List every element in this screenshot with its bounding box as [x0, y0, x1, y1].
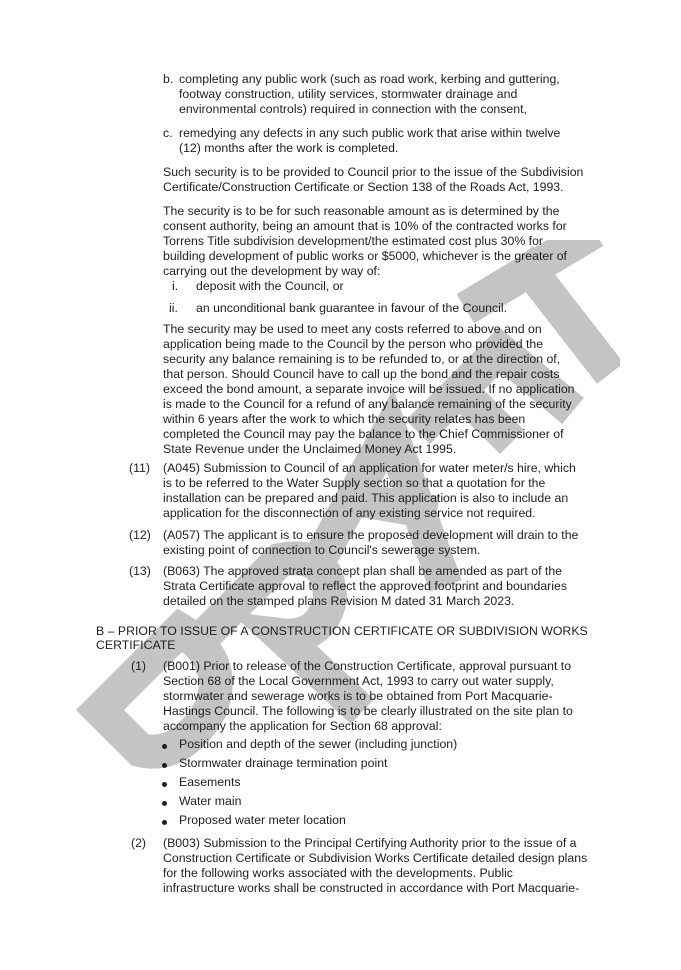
security-issue-line-1: Such security is to be provided to Council prior to the issue of the Subdivision — [163, 165, 584, 179]
b-cond-2-line-4: infrastructure works shall be constructed in accordance with Port Macquarie- — [163, 881, 580, 895]
b-cond-1-line-1: (B001) Prior to release of the Construction Certificate, approval pursuant to — [163, 659, 572, 673]
security-use-line-1: The security may be used to meet any costs referred to above and on — [163, 322, 542, 336]
b-line-3: environmental controls) required in connection with the consent, — [179, 102, 527, 116]
security-use-line-7: within 6 years after the work to which the security relates has been — [163, 412, 526, 426]
section-heading-line-1: B – PRIOR TO ISSUE OF A CONSTRUCTION CERTIFICATE OR SUBDIVISION WORKS — [96, 624, 588, 638]
bullet-text-4: Water main — [179, 794, 242, 808]
security-use-line-4: that person. Should Council have to call up the bond and the repair costs — [163, 367, 560, 381]
roman-label-ii: ii. — [169, 301, 178, 315]
b-cond-1-line-2: Section 68 of the Local Government Act, 1993 to carry out water supply, — [163, 674, 554, 688]
b-condition-number-2: (2) — [131, 836, 147, 850]
cond-11-line-4: application for the disconnection of any existing service not required. — [163, 506, 536, 520]
b-line-2: footway construction, utility services, stormwater drainage and — [179, 87, 518, 101]
security-amount-line-1: The security is to be for such reasonable amount as is determined by the — [163, 204, 560, 218]
cond-12-line-1: (A057) The applicant is to ensure the proposed development will drain to the — [163, 528, 579, 542]
security-use-line-5: exceed the bond amount, a separate invoice will be issued. If no application — [163, 382, 575, 396]
c-line-1: remedying any defects in any such public work that arise within twelve — [179, 126, 561, 140]
b-line-1: completing any public work (such as road work, kerbing and guttering, — [179, 72, 560, 86]
security-amount-line-2: consent authority, being an amount that is 10% of the contracted works for — [163, 219, 567, 233]
cond-13-line-1: (B063) The approved strata concept plan shall be amended as part of the — [163, 564, 562, 578]
b-cond-1-line-4: Hastings Council. The following is to be clearly illustrated on the site plan to — [163, 704, 573, 718]
bullet-icon — [162, 782, 167, 787]
c-line-2: (12) months after the work is completed. — [179, 141, 399, 155]
cond-11-line-1: (A045) Submission to Council of an application for water meter/s hire, which — [163, 461, 576, 475]
condition-number-11: (11) — [129, 461, 150, 475]
cond-13-line-3: detailed on the stamped plans Revision M dated 31 March 2023. — [163, 594, 515, 608]
condition-number-13: (13) — [129, 564, 151, 578]
cond-11-line-2: is to be referred to the Water Supply section so that a quotation for the — [163, 476, 546, 490]
b-cond-1-line-5: accompany the application for Section 68 approval: — [163, 719, 442, 733]
bullet-text-1: Position and depth of the sewer (including junction) — [179, 737, 458, 751]
b-condition-number-1: (1) — [131, 659, 147, 673]
b-cond-2-line-2: Construction Certificate or Subdivision Works Certificate detailed design plans — [163, 851, 588, 865]
b-cond-1-line-3: stormwater and sewerage works is to be obtained from Port Macquarie- — [163, 689, 553, 703]
bullet-icon — [162, 744, 167, 749]
cond-12-line-2: existing point of connection to Council's sewerage system. — [163, 543, 481, 557]
roman-text-i: deposit with the Council, or — [196, 279, 344, 293]
b-cond-2-line-3: for the following works associated with the developments. Public — [163, 866, 513, 880]
bullet-icon — [162, 820, 167, 825]
bullet-text-5: Proposed water meter location — [179, 813, 346, 827]
security-use-line-3: security any balance remaining is to be refunded to, or at the direction of, — [163, 352, 561, 366]
b-cond-2-line-1: (B003) Submission to the Principal Certifying Authority prior to the issue of a — [163, 836, 577, 850]
roman-label-i: i. — [172, 279, 179, 293]
cond-11-line-3: installation can be prepared and paid. This application is also to include an — [163, 491, 569, 505]
security-issue-line-2: Certificate/Construction Certificate or Section 138 of the Roads Act, 1993. — [163, 180, 564, 194]
security-amount-line-4: building development of public works or $5000, whichever is the greater of — [163, 249, 567, 263]
section-heading-line-2: CERTIFICATE — [96, 638, 176, 652]
bullet-icon — [162, 801, 167, 806]
security-use-line-9: State Revenue under the Unclaimed Money Act 1995. — [163, 442, 457, 456]
cond-13-line-2: Strata Certificate approval to reflect the approved footprint and boundaries — [163, 579, 567, 593]
list-label-c: c. — [163, 126, 173, 140]
security-use-line-8: completed the Council may pay the balance to the Chief Commissioner of — [163, 427, 564, 441]
bullet-icon — [162, 763, 167, 768]
list-label-b: b. — [163, 72, 174, 86]
bullet-text-3: Easements — [179, 775, 241, 789]
security-use-line-2: application being made to the Council by the person who provided the — [163, 337, 544, 351]
security-amount-line-3: Torrens Title subdivision development/the estimated cost plus 30% for — [163, 234, 544, 248]
condition-number-12: (12) — [129, 528, 151, 542]
bullet-text-2: Stormwater drainage termination point — [179, 756, 388, 770]
roman-text-ii: an unconditional bank guarantee in favour of the Council. — [196, 301, 508, 315]
security-use-line-6: is made to the Council for a refund of any balance remaining of the security — [163, 397, 572, 411]
security-amount-line-5: carrying out the development by way of: — [163, 264, 381, 278]
